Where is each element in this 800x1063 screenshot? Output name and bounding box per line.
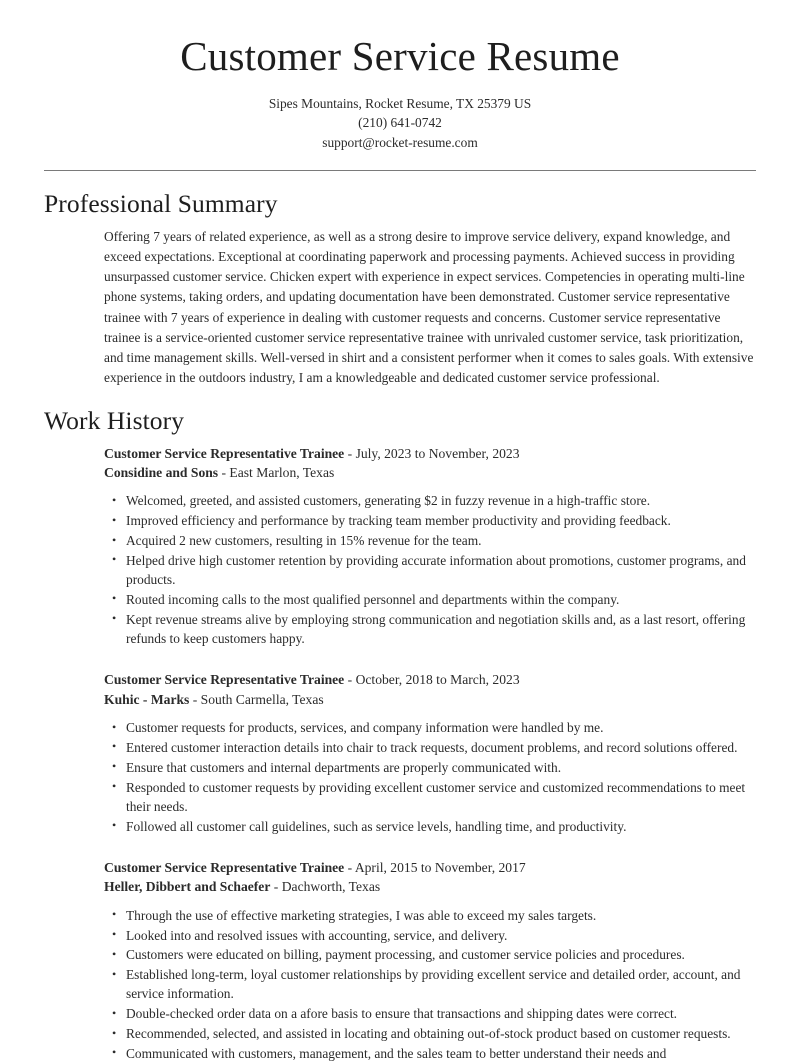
job-bullet-list bbox=[104, 906, 755, 1063]
job-bullet: • Customer requests for products, services, and company information were handled by me. bbox=[104, 718, 755, 737]
job-bullet: • Helped drive high customer retention by providing accurate information about promotions, customer programs, and products. bbox=[104, 551, 755, 590]
job-title-line bbox=[104, 670, 755, 689]
job-title: Customer Service Representative Trainee bbox=[104, 859, 345, 875]
job-dates: - July, 2023 to November, 2023 bbox=[347, 445, 520, 461]
header-divider bbox=[44, 170, 756, 171]
job-dates: - October, 2018 to March, 2023 bbox=[347, 672, 520, 688]
job-bullet: • Entered customer interaction details into chair to track requests, document problems, and record solutions offered. bbox=[104, 738, 755, 757]
job-company: Heller, Dibbert and Schaefer bbox=[104, 879, 271, 895]
job-bullet: • Ensure that customers and internal departments are properly communicated with. bbox=[104, 758, 755, 777]
job-title-line bbox=[104, 444, 755, 463]
job-bullet: • Double-checked order data on a afore basis to ensure that transactions and shipping dates were correct. bbox=[104, 1004, 755, 1023]
job-bullet: • Established long-term, loyal customer relationships by providing excellent service and detailed order, account, and service information. bbox=[104, 965, 755, 1004]
professional-summary-text: Offering 7 years of related experience, as well as a strong desire to improve service delivery, expand knowledge, and exceed expectations. Exceptional at coordinating paperwork and processing payments. Achieved success in providing unsurpassed customer service. Chicken expert with experience in expect services. Competencies in operating multi-line phone systems, taking orders, and updating documentation have been demonstrated. Customer service representative trainee with 7 years of experience in dealing with customer requests and concerns. Customer service representative trainee is a service-oriented customer service representative trainee with unrivaled customer service, task prioritization, and time management skills. Well-versed in shirt and a consistent performer when it comes to sales goals. With extensive experience in the outdoors industry, I am a knowledgeable and dedicated customer service professional. bbox=[104, 228, 754, 386]
job-company: Kuhic - Marks bbox=[104, 691, 190, 707]
job-bullet: • Recommended, selected, and assisted in locating and obtaining out-of-stock product based on customer requests. bbox=[104, 1024, 755, 1043]
contact-block bbox=[0, 94, 800, 153]
job-title: Customer Service Representative Trainee bbox=[104, 445, 345, 461]
job-title-line bbox=[104, 858, 755, 877]
professional-summary-body bbox=[44, 227, 756, 389]
job-dates: - April, 2015 to November, 2017 bbox=[347, 859, 526, 875]
section-heading-work-history: Work History bbox=[44, 406, 185, 436]
job-company: Considine and Sons bbox=[104, 465, 219, 481]
job-entry bbox=[104, 858, 755, 1063]
section-heading-professional-summary: Professional Summary bbox=[44, 189, 278, 219]
section-professional-summary bbox=[0, 189, 800, 388]
job-bullet: • Routed incoming calls to the most qualified personnel and departments within the company. bbox=[104, 590, 755, 609]
job-bullet: • Looked into and resolved issues with accounting, service, and delivery. bbox=[104, 926, 755, 945]
contact-phone: (210) 641-0742 bbox=[358, 115, 442, 131]
job-location: - South Carmella, Texas bbox=[192, 691, 324, 707]
job-bullet: • Acquired 2 new customers, resulting in 15% revenue for the team. bbox=[104, 531, 755, 550]
job-bullet: • Kept revenue streams alive by employing strong communication and negotiation skills and, as a last resort, offering refunds to keep customers happy. bbox=[104, 610, 755, 649]
job-location: - Dachworth, Texas bbox=[273, 879, 381, 895]
job-bullet-list bbox=[104, 718, 755, 836]
job-entry bbox=[104, 444, 755, 649]
job-company-line bbox=[104, 463, 755, 482]
job-title: Customer Service Representative Trainee bbox=[104, 672, 345, 688]
contact-address: Sipes Mountains, Rocket Resume, TX 25379 US bbox=[268, 95, 532, 111]
job-bullet-list bbox=[104, 491, 755, 648]
job-bullet: • Through the use of effective marketing strategies, I was able to exceed my sales targets. bbox=[104, 906, 755, 925]
page-title: Customer Service Resume bbox=[180, 33, 620, 79]
job-company-line bbox=[104, 690, 755, 709]
job-location: - East Marlon, Texas bbox=[221, 465, 335, 481]
section-work-history bbox=[0, 406, 800, 1063]
job-company-line bbox=[104, 877, 755, 896]
resume-header bbox=[0, 0, 800, 152]
job-bullet: • Improved efficiency and performance by tracking team member productivity and providing feedback. bbox=[104, 511, 755, 530]
job-bullet: • Responded to customer requests by providing excellent customer service and customized recommendations to meet their needs. bbox=[104, 778, 755, 817]
job-entry bbox=[104, 670, 755, 836]
job-bullet: • Customers were educated on billing, payment processing, and customer service policies and procedures. bbox=[104, 945, 755, 964]
job-bullet: • Communicated with customers, management, and the sales team to better understand their needs and bbox=[104, 1044, 755, 1063]
work-history-body bbox=[44, 444, 756, 1063]
contact-email: support@rocket-resume.com bbox=[322, 134, 478, 150]
job-bullet: • Welcomed, greeted, and assisted customers, generating $2 in fuzzy revenue in a high-traffic store. bbox=[104, 491, 755, 510]
job-bullet: • Followed all customer call guidelines, such as service levels, handling time, and productivity. bbox=[104, 817, 755, 836]
